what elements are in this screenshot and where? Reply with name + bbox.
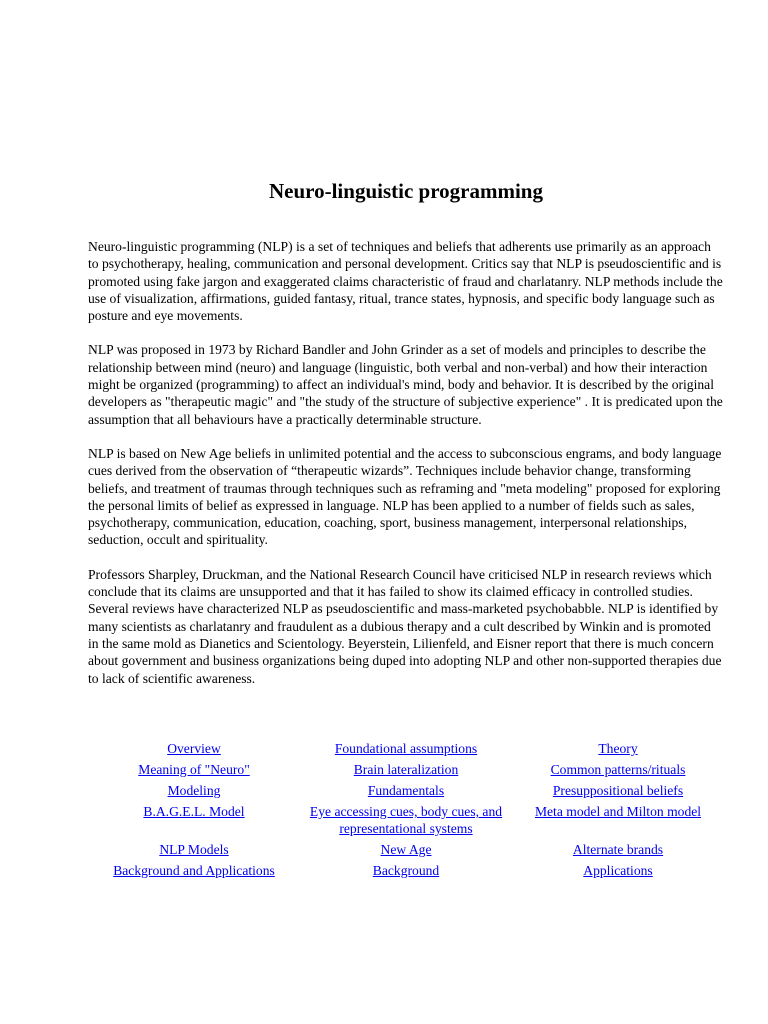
link-applications[interactable]: Applications xyxy=(583,863,653,878)
link-fundamentals[interactable]: Fundamentals xyxy=(367,783,445,798)
link-row xyxy=(88,803,724,837)
link-row xyxy=(88,740,724,757)
link-background-and-applications[interactable]: Background and Applications xyxy=(113,863,275,878)
paragraph-criticism: Professors Sharpley, Druckman, and the National Research Council have criticised NLP in research reviews which conclude that its claims are unsupported and that it has failed to show its claimed efficacy in controlled studies. Several reviews have characterized NLP as pseudoscientific and mass-marketed psychobabble. NLP is identified by many scientists as charlatanry and fraudulent as a dubious therapy and a cult described by Winkin and is promoted in the same mold as Dianetics and Scientology. Beyerstein, Lilienfeld, and Eisner report that there is much concern about government and business organizations being duped into adopting NLP and other non-supported therapies due to lack of scientific awareness. xyxy=(88,566,722,686)
link-alternate-brands[interactable]: Alternate brands xyxy=(572,842,664,857)
link-eye-accessing-cues[interactable]: Eye accessing cues, body cues, and representational systems xyxy=(309,804,503,836)
paragraph-history: NLP was proposed in 1973 by Richard Bandler and John Grinder as a set of models and principles to describe the relationship between mind (neuro) and language (linguistic, both verbal and non-verbal) and how their interaction might be organized (programming) to affect an individual's mind, body and behavior. It is described by the original developers as "therapeutic magic" and "the study of the structure of subjective experience" . It is predicated upon the assumption that all behaviours have a practically determinable structure. xyxy=(88,342,723,427)
topic-links-table xyxy=(88,740,724,883)
link-theory[interactable]: Theory xyxy=(598,741,638,756)
link-row xyxy=(88,841,724,858)
link-row xyxy=(88,761,724,778)
link-meaning-of-neuro[interactable]: Meaning of "Neuro" xyxy=(138,762,250,777)
link-modeling[interactable]: Modeling xyxy=(167,783,221,798)
link-row xyxy=(88,862,724,879)
link-common-patterns-rituals[interactable]: Common patterns/rituals xyxy=(550,762,686,777)
link-new-age[interactable]: New Age xyxy=(380,842,432,857)
link-nlp-models[interactable]: NLP Models xyxy=(159,842,229,857)
page-title: Neuro-linguistic programming xyxy=(269,179,543,203)
link-bagel-model[interactable]: B.A.G.E.L. Model xyxy=(143,804,245,819)
link-background[interactable]: Background xyxy=(372,863,440,878)
link-meta-model-milton-model[interactable]: Meta model and Milton model xyxy=(534,804,702,819)
link-brain-lateralization[interactable]: Brain lateralization xyxy=(353,762,459,777)
paragraph-intro: Neuro-linguistic programming (NLP) is a set of techniques and beliefs that adherents use primarily as an approach to psychotherapy, healing, communication and personal development. Critics say that NLP is pseudoscientific and is promoted using fake jargon and exaggerated claims characteristic of fraud and charlatanry. NLP methods include the use of visualization, affirmations, guided fantasy, ritual, trance states, hypnosis, and specific body language such as posture and eye movements. xyxy=(88,239,723,324)
link-presuppositional-beliefs[interactable]: Presuppositional beliefs xyxy=(552,783,684,798)
link-row xyxy=(88,782,724,799)
paragraph-basis: NLP is based on New Age beliefs in unlimited potential and the access to subconscious engrams, and body language cues derived from the observation of “therapeutic wizards”. Techniques include behavior change, transforming beliefs, and treatment of traumas through techniques such as reframing and "meta modeling" proposed for exploring the personal limits of belief as expressed in language. NLP has been applied to a number of fields such as sales, psychotherapy, communication, education, coaching, sport, business management, interpersonal relationships, seduction, occult and spirituality. xyxy=(88,445,722,548)
link-overview[interactable]: Overview xyxy=(167,741,221,756)
article-body xyxy=(88,238,724,704)
link-foundational-assumptions[interactable]: Foundational assumptions xyxy=(334,741,478,756)
